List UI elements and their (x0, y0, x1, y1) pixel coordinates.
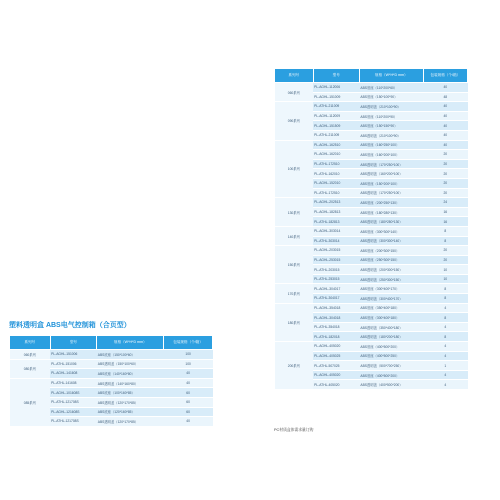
model-cell: PL-AGHL-405020 (313, 370, 359, 380)
spec-cell: ABS透明盖（210*100*90） (359, 102, 423, 112)
spec-cell: ABS透明盖（170*250*100） (359, 159, 423, 169)
spec-cell: ABS透明盖（400*500*200） (359, 380, 423, 390)
pack-cell: 100 (164, 350, 213, 360)
model-cell: PL-ATHL-172510 (313, 188, 359, 198)
spec-cell: ABS底座（200*250*130） (359, 198, 423, 208)
pack-cell: 40 (423, 121, 467, 131)
pack-cell: 40 (164, 378, 213, 388)
spec-cell: ABS底座（110*200*90） (359, 111, 423, 121)
model-cell: PL-AGHL-162510 (313, 140, 359, 150)
spec-cell: ABS底座（110*200*60） (359, 83, 423, 93)
model-cell: PL-AGHL-141608 (50, 369, 97, 379)
footnote: PC材质盒体需求量订购 (274, 428, 314, 432)
pack-cell: 60 (164, 388, 213, 398)
pack-cell: 40 (164, 417, 213, 427)
table-row (10, 378, 213, 388)
table-row (275, 83, 468, 93)
pack-cell: 40 (423, 130, 467, 140)
model-cell: PL-AGHL-152010 (313, 178, 359, 188)
spec-cell: ABS底座（350*400*180） (359, 303, 423, 313)
model-cell: PL-AGHL-151006 (50, 350, 97, 360)
spec-cell: ABS透明盖（210*100*90） (359, 130, 423, 140)
pack-cell: 20 (423, 150, 467, 160)
header-pack: 包装规格（个/箱） (164, 336, 213, 350)
table-row (275, 342, 468, 352)
model-cell: PL-AGHL-162010 (313, 150, 359, 160)
model-cell: PL-AGHL-112009 (313, 111, 359, 121)
model-cell: PL-ATHL-121708S (50, 397, 97, 407)
spec-cell: ABS底座（400*500*200） (359, 370, 423, 380)
model-cell: PL-ATHL-121708S (50, 417, 97, 427)
model-cell: PL-AGHL-405025 (313, 351, 359, 361)
model-cell: PL-AGHL-121608S (50, 407, 97, 417)
spec-cell: ABS底座（150*150*90） (359, 121, 423, 131)
header-series: 系列号 (10, 336, 51, 350)
spec-cell: ABS底座（140*160*80） (97, 369, 164, 379)
model-cell: PL-ATHL-211009 (313, 130, 359, 140)
pack-cell: 100 (164, 359, 213, 369)
series-label: 140系列 (275, 226, 314, 245)
model-cell: PL-AGHL-112006 (313, 83, 359, 93)
pack-cell: 10 (423, 274, 467, 284)
model-cell: PL-ATHL-203015 (313, 265, 359, 275)
spec-cell: ABS底座（160*200*100） (359, 150, 423, 160)
model-cell: PL-AGHL-303014 (313, 226, 359, 236)
table-row (275, 246, 468, 256)
model-cell: PL-AGHL-203015 (313, 246, 359, 256)
spec-cell: ABS底座（180*280*130） (359, 207, 423, 217)
spec-cell: ABS透明盖（140*160*80） (97, 378, 164, 388)
model-cell: PL-ATHL-162010 (313, 169, 359, 179)
pack-cell: 10 (423, 265, 467, 275)
pack-cell: 40 (423, 140, 467, 150)
pack-cell: 8 (423, 226, 467, 236)
pack-cell: 40 (164, 369, 213, 379)
pack-cell: 4 (423, 370, 467, 380)
spec-cell: ABS透明盖（300*300*140） (359, 236, 423, 246)
model-cell: PL-AGHL-304018 (313, 313, 359, 323)
pack-cell: 20 (423, 188, 467, 198)
model-cell: PL-AGHL-354018 (313, 303, 359, 313)
series-label: 130系列 (275, 198, 314, 227)
pack-cell: 4 (423, 322, 467, 332)
spec-cell: ABS底座（300*400*180） (359, 313, 423, 323)
series-label: 200系列 (275, 342, 314, 390)
spec-cell: ABS透明盖（170*250*100） (359, 188, 423, 198)
spec-cell: ABS透明盖（150*100*60） (97, 359, 164, 369)
spec-cell: ABS透明盖（200*300*150） (359, 265, 423, 275)
model-cell: PL-ATHL-141608 (50, 378, 97, 388)
spec-cell: ABS底座（150*100*60） (97, 350, 164, 360)
pack-cell: 16 (423, 207, 467, 217)
model-cell: PL-ATHL-405020 (313, 380, 359, 390)
spec-cell: ABS透明盖（120*170*85） (97, 397, 164, 407)
spec-cell: ABS透明盖（160*200*100） (359, 169, 423, 179)
table-row (275, 198, 468, 208)
left-product-table (9, 335, 213, 427)
pack-cell: 48 (423, 92, 467, 102)
model-cell: PL-AGHL-101608S (50, 388, 97, 398)
pack-cell: 8 (423, 294, 467, 304)
model-cell: PL-AGHL-151009 (313, 92, 359, 102)
header-model: 型号 (50, 336, 97, 350)
series-label: 085系列 (10, 378, 51, 426)
table-row (10, 359, 213, 369)
pack-cell: 4 (423, 380, 467, 390)
model-cell: PL-ATHL-253015 (313, 274, 359, 284)
right-product-table (274, 68, 468, 390)
model-cell: PL-AGHL-405020 (313, 342, 359, 352)
series-label: 170系列 (275, 284, 314, 303)
pack-cell: 40 (423, 102, 467, 112)
series-label: 180系列 (275, 303, 314, 341)
table-row (275, 140, 468, 150)
model-cell: PL-ATHL-211009 (313, 102, 359, 112)
spec-cell: ABS底座（100*160*85） (97, 388, 164, 398)
model-cell: PL-AGHL-182813 (313, 207, 359, 217)
pack-cell: 8 (423, 332, 467, 342)
model-cell: PL-AGHL-253015 (313, 255, 359, 265)
model-cell: PL-ATHL-304017 (313, 294, 359, 304)
model-cell: PL-ATHL-354018 (313, 322, 359, 332)
series-label: 100系列 (275, 140, 314, 198)
pack-cell: 40 (423, 111, 467, 121)
table-row (10, 350, 213, 360)
header-series: 系列号 (275, 69, 314, 83)
pack-cell: 20 (423, 246, 467, 256)
spec-cell: ABS透明盖（500*700*250） (359, 361, 423, 371)
model-cell: PL-ATHL-507025 (313, 361, 359, 371)
model-cell: PL-ATHL-182813 (313, 217, 359, 227)
header-model: 型号 (313, 69, 359, 83)
spec-cell: ABS透明盖（250*300*150） (359, 274, 423, 284)
spec-cell: ABS底座（400*500*200） (359, 342, 423, 352)
table-row (275, 226, 468, 236)
pack-cell: 60 (164, 397, 213, 407)
spec-cell: ABS底座（300*400*170） (359, 284, 423, 294)
pack-cell: 24 (423, 198, 467, 208)
table-row (275, 303, 468, 313)
right-table-header (275, 69, 468, 83)
pack-cell: 4 (423, 303, 467, 313)
spec-cell: ABS透明盖（350*400*180） (359, 322, 423, 332)
series-label: 060系列 (275, 83, 314, 102)
model-cell: PL-ATHL-172510 (313, 159, 359, 169)
series-label: 060系列 (10, 350, 51, 360)
pack-cell: 20 (423, 255, 467, 265)
pack-cell: 40 (423, 83, 467, 93)
pack-cell: 20 (423, 169, 467, 179)
spec-cell: ABS底座（400*500*250） (359, 351, 423, 361)
model-cell: PL-ATHL-303014 (313, 236, 359, 246)
spec-cell: ABS透明盖（180*200*180） (359, 332, 423, 342)
spec-cell: ABS透明盖（180*280*130） (359, 217, 423, 227)
left-section-title: 塑料透明盒 ABS电气控制箱（合页型） (9, 322, 131, 329)
spec-cell: ABS底座（300*300*140） (359, 226, 423, 236)
model-cell: PL-ATHL-151006 (50, 359, 97, 369)
model-cell: PL-ATHL-182018 (313, 332, 359, 342)
spec-cell: ABS底座（250*300*150） (359, 255, 423, 265)
pack-cell: 4 (423, 342, 467, 352)
pack-cell: 16 (423, 217, 467, 227)
spec-cell: ABS透明盖（120*170*85） (97, 417, 164, 427)
spec-cell: ABS底座（120*160*85） (97, 407, 164, 417)
spec-cell: ABS透明盖（300*400*170） (359, 294, 423, 304)
pack-cell: 60 (164, 407, 213, 417)
spec-cell: ABS底座（160*250*100） (359, 140, 423, 150)
left-table-header (10, 336, 213, 350)
pack-cell: 1 (423, 361, 467, 371)
series-label: 080系列 (10, 359, 51, 378)
table-row (275, 284, 468, 294)
pack-cell: 8 (423, 284, 467, 294)
pack-cell: 20 (423, 178, 467, 188)
pack-cell: 4 (423, 351, 467, 361)
pack-cell: 8 (423, 236, 467, 246)
spec-cell: ABS底座（150*100*90） (359, 92, 423, 102)
table-row (275, 102, 468, 112)
series-label: 090系列 (275, 102, 314, 140)
header-spec: 规格（W*H*D mm） (97, 336, 164, 350)
model-cell: PL-AGHL-151509 (313, 121, 359, 131)
spec-cell: ABS底座（150*200*100） (359, 178, 423, 188)
series-label: 150系列 (275, 246, 314, 284)
spec-cell: ABS底座（200*300*150） (359, 246, 423, 256)
header-spec: 规格（W*H*D mm） (359, 69, 423, 83)
pack-cell: 20 (423, 159, 467, 169)
model-cell: PL-AGHL-304017 (313, 284, 359, 294)
header-pack: 包装规格（个/箱） (423, 69, 467, 83)
model-cell: PL-AGHL-202513 (313, 198, 359, 208)
pack-cell: 8 (423, 313, 467, 323)
